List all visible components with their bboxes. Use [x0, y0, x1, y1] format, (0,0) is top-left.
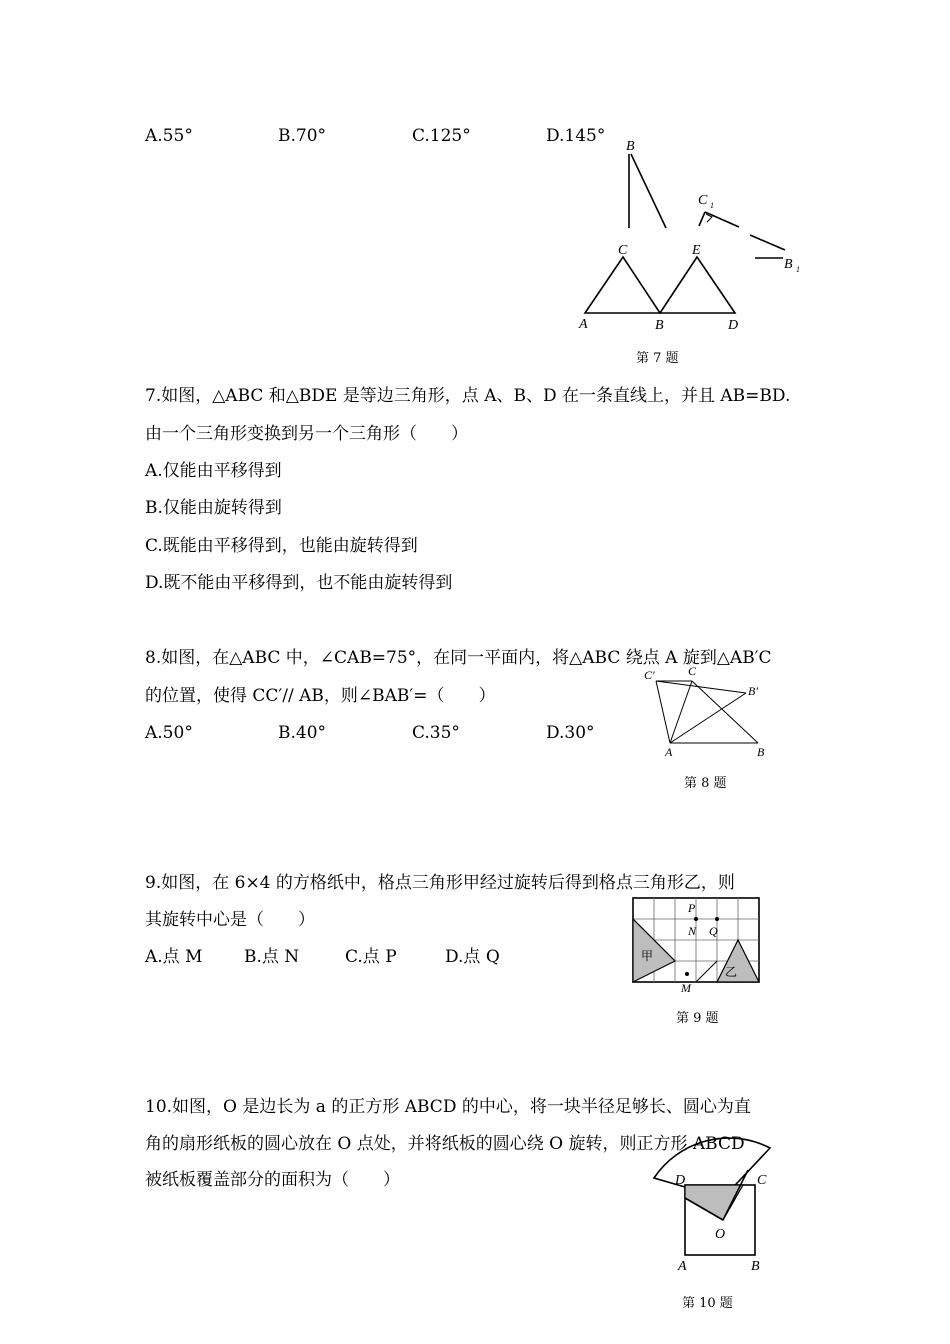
fig10-caption: 第 10 题 — [682, 1296, 733, 1311]
fig7-triangle-abc — [585, 257, 660, 313]
fig9-point-q — [715, 917, 719, 921]
q7-line1: 7.如图，△ABC 和△BDE 是等边三角形，点 A、B、D 在一条直线上，并且 AB=BD. — [145, 386, 791, 406]
q7-option-c: C.既能由平移得到，也能由旋转得到 — [145, 536, 418, 556]
fig7-label-b: B — [655, 318, 664, 333]
fig9-label-q: Q — [709, 924, 718, 938]
fig8-segment-c-prime-b-prime — [656, 681, 746, 693]
fig9-label-jia: 甲 — [641, 949, 654, 963]
fig9-label-yi: 乙 — [725, 965, 738, 979]
fig10-label-a: A — [678, 1259, 687, 1274]
fig7-label-d: D — [728, 318, 739, 333]
fig9-point-m — [685, 972, 689, 976]
fig7-label-a: A — [579, 317, 588, 332]
fig8-label-c: C — [688, 665, 697, 678]
fig10-label-c: C — [757, 1173, 767, 1188]
fig-q6-label-b1-sub: 1 — [796, 265, 800, 274]
fig7-caption: 第 7 题 — [636, 351, 679, 366]
q7-option-b: B.仅能由旋转得到 — [145, 498, 282, 518]
fig8-label-c-prime: C′ — [644, 668, 655, 682]
fig-q6-line-slant — [631, 154, 666, 228]
q8-option-b: B.40° — [278, 723, 327, 743]
fig-q6-label-c1-sub: 1 — [710, 201, 714, 210]
q6-option-d: D.145° — [546, 126, 606, 146]
fig9-point-n — [694, 917, 698, 921]
fig9-label-p: P — [688, 901, 696, 915]
fig-q6-label-c1: C — [698, 193, 708, 208]
fig9-grid — [633, 898, 759, 995]
fig10-label-b: B — [751, 1259, 760, 1274]
q9-option-d: D.点 Q — [445, 947, 500, 967]
fig9-extra-line — [696, 961, 717, 982]
q8-line1: 8.如图，在△ABC 中，∠CAB=75°，在同一平面内，将△ABC 绕点 A 旋到△AB′C — [145, 648, 772, 668]
q8-option-d: D.30° — [546, 723, 595, 743]
fig7-triangle-bde — [660, 257, 735, 313]
q8-line2: 的位置，使得 CC′// AB，则∠BAB′=（ ） — [145, 686, 496, 706]
q8-option-a: A.50° — [145, 723, 193, 743]
figure-9 — [630, 895, 765, 995]
q7-option-a: A.仅能由平移得到 — [145, 461, 282, 481]
q10-line2: 角的扇形纸板的圆心放在 O 点处，并将纸板的圆心绕 O 旋转，则正方形 ABCD — [145, 1134, 745, 1154]
fig7-label-c: C — [618, 243, 628, 258]
fig8-segment-c-a — [670, 681, 692, 743]
fig8-segment-a-b-prime — [670, 693, 746, 743]
fig10-label-o: O — [715, 1227, 726, 1242]
q6-option-a: A.55° — [145, 126, 193, 146]
fig-q6-label-b1: B — [784, 257, 793, 272]
q9-line1: 9.如图，在 6×4 的方格纸中，格点三角形甲经过旋转后得到格点三角形乙，则 — [145, 873, 735, 893]
fig8-segment-c-prime-a — [656, 681, 670, 743]
fig10-label-d: D — [675, 1173, 686, 1188]
figure-7 — [575, 240, 760, 335]
fig8-label-a: A — [665, 745, 673, 759]
q8-option-c: C.35° — [412, 723, 460, 743]
fig8-caption: 第 8 题 — [684, 776, 727, 791]
q9-option-a: A.点 M — [145, 947, 203, 967]
q10-line1: 10.如图，O 是边长为 a 的正方形 ABCD 的中心，将一块半径足够长、圆心为直 — [145, 1097, 751, 1117]
q6-option-b: B.70° — [278, 126, 327, 146]
fig-q6-line-c1-left — [699, 212, 705, 226]
q9-option-b: B.点 N — [244, 947, 300, 967]
fig7-label-e: E — [692, 243, 701, 258]
fig9-label-n: N — [688, 924, 697, 938]
q6-option-c: C.125° — [412, 126, 471, 146]
figure-8 — [640, 665, 780, 760]
q7-option-d: D.既不能由平移得到，也不能由旋转得到 — [145, 573, 453, 593]
fig8-label-b-prime: B′ — [748, 684, 758, 698]
figure-10 — [645, 1130, 780, 1275]
fig-q6-label-b: B — [626, 139, 635, 154]
q10-line3: 被纸板覆盖部分的面积为（ ） — [145, 1170, 400, 1190]
fig9-label-m: M — [681, 981, 691, 995]
fig8-label-b: B — [757, 745, 765, 759]
q9-option-c: C.点 P — [345, 947, 397, 967]
q9-line2: 其旋转中心是（ ） — [145, 910, 315, 930]
q7-line2: 由一个三角形变换到另一个三角形（ ） — [145, 424, 468, 444]
fig9-caption: 第 9 题 — [676, 1011, 719, 1026]
